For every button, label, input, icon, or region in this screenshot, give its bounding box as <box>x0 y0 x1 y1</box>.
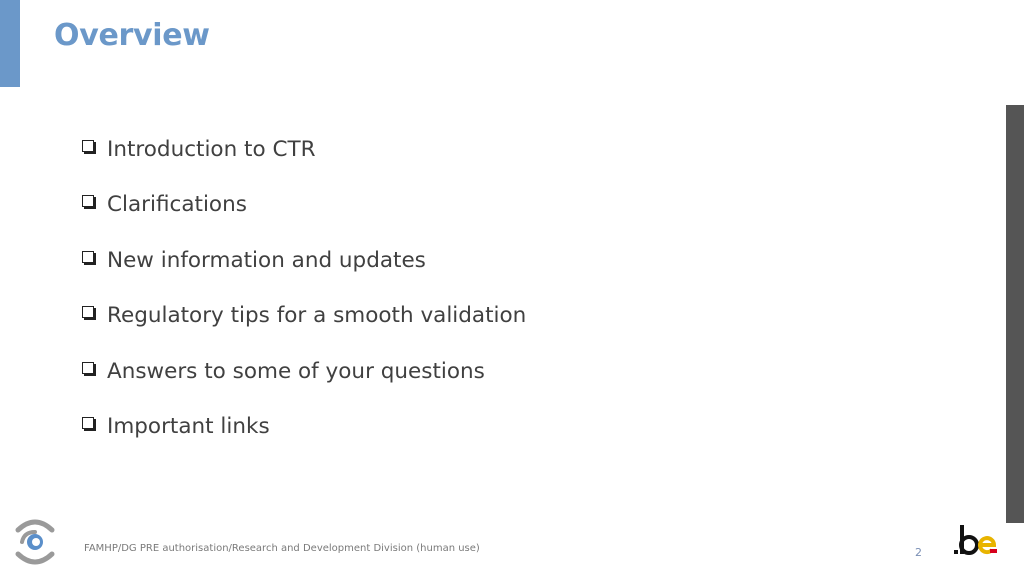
list-item-text: Regulatory tips for a smooth validation <box>107 303 527 329</box>
title-accent-bar <box>0 0 20 87</box>
list-item-text: Clarifications <box>107 192 247 218</box>
list-item-text: Answers to some of your questions <box>107 358 485 384</box>
checkbox-bullet-icon <box>82 195 94 207</box>
famhp-logo-icon <box>14 516 56 568</box>
list-item <box>82 355 526 410</box>
agenda-list <box>82 133 526 465</box>
list-item-text: Introduction to CTR <box>107 137 316 162</box>
checkbox-bullet-icon <box>82 362 94 374</box>
list-item-text: Important links <box>107 413 270 439</box>
list-item <box>82 244 526 299</box>
list-item <box>82 188 526 243</box>
list-item-text: New information and updates <box>107 247 426 273</box>
list-item <box>82 299 526 354</box>
list-item <box>82 410 526 465</box>
footer-organization: FAMHP/DG PRE authorisation/Research and Development Division (human use) <box>84 543 480 554</box>
checkbox-bullet-icon <box>82 417 94 429</box>
side-decoration-bar <box>1006 105 1024 523</box>
page-number: 2 <box>915 546 922 559</box>
checkbox-bullet-icon <box>82 306 94 318</box>
be-logo <box>954 522 998 558</box>
checkbox-bullet-icon <box>82 140 94 152</box>
list-item <box>82 133 526 188</box>
checkbox-bullet-icon <box>82 251 94 263</box>
page-title: Overview <box>54 18 210 53</box>
